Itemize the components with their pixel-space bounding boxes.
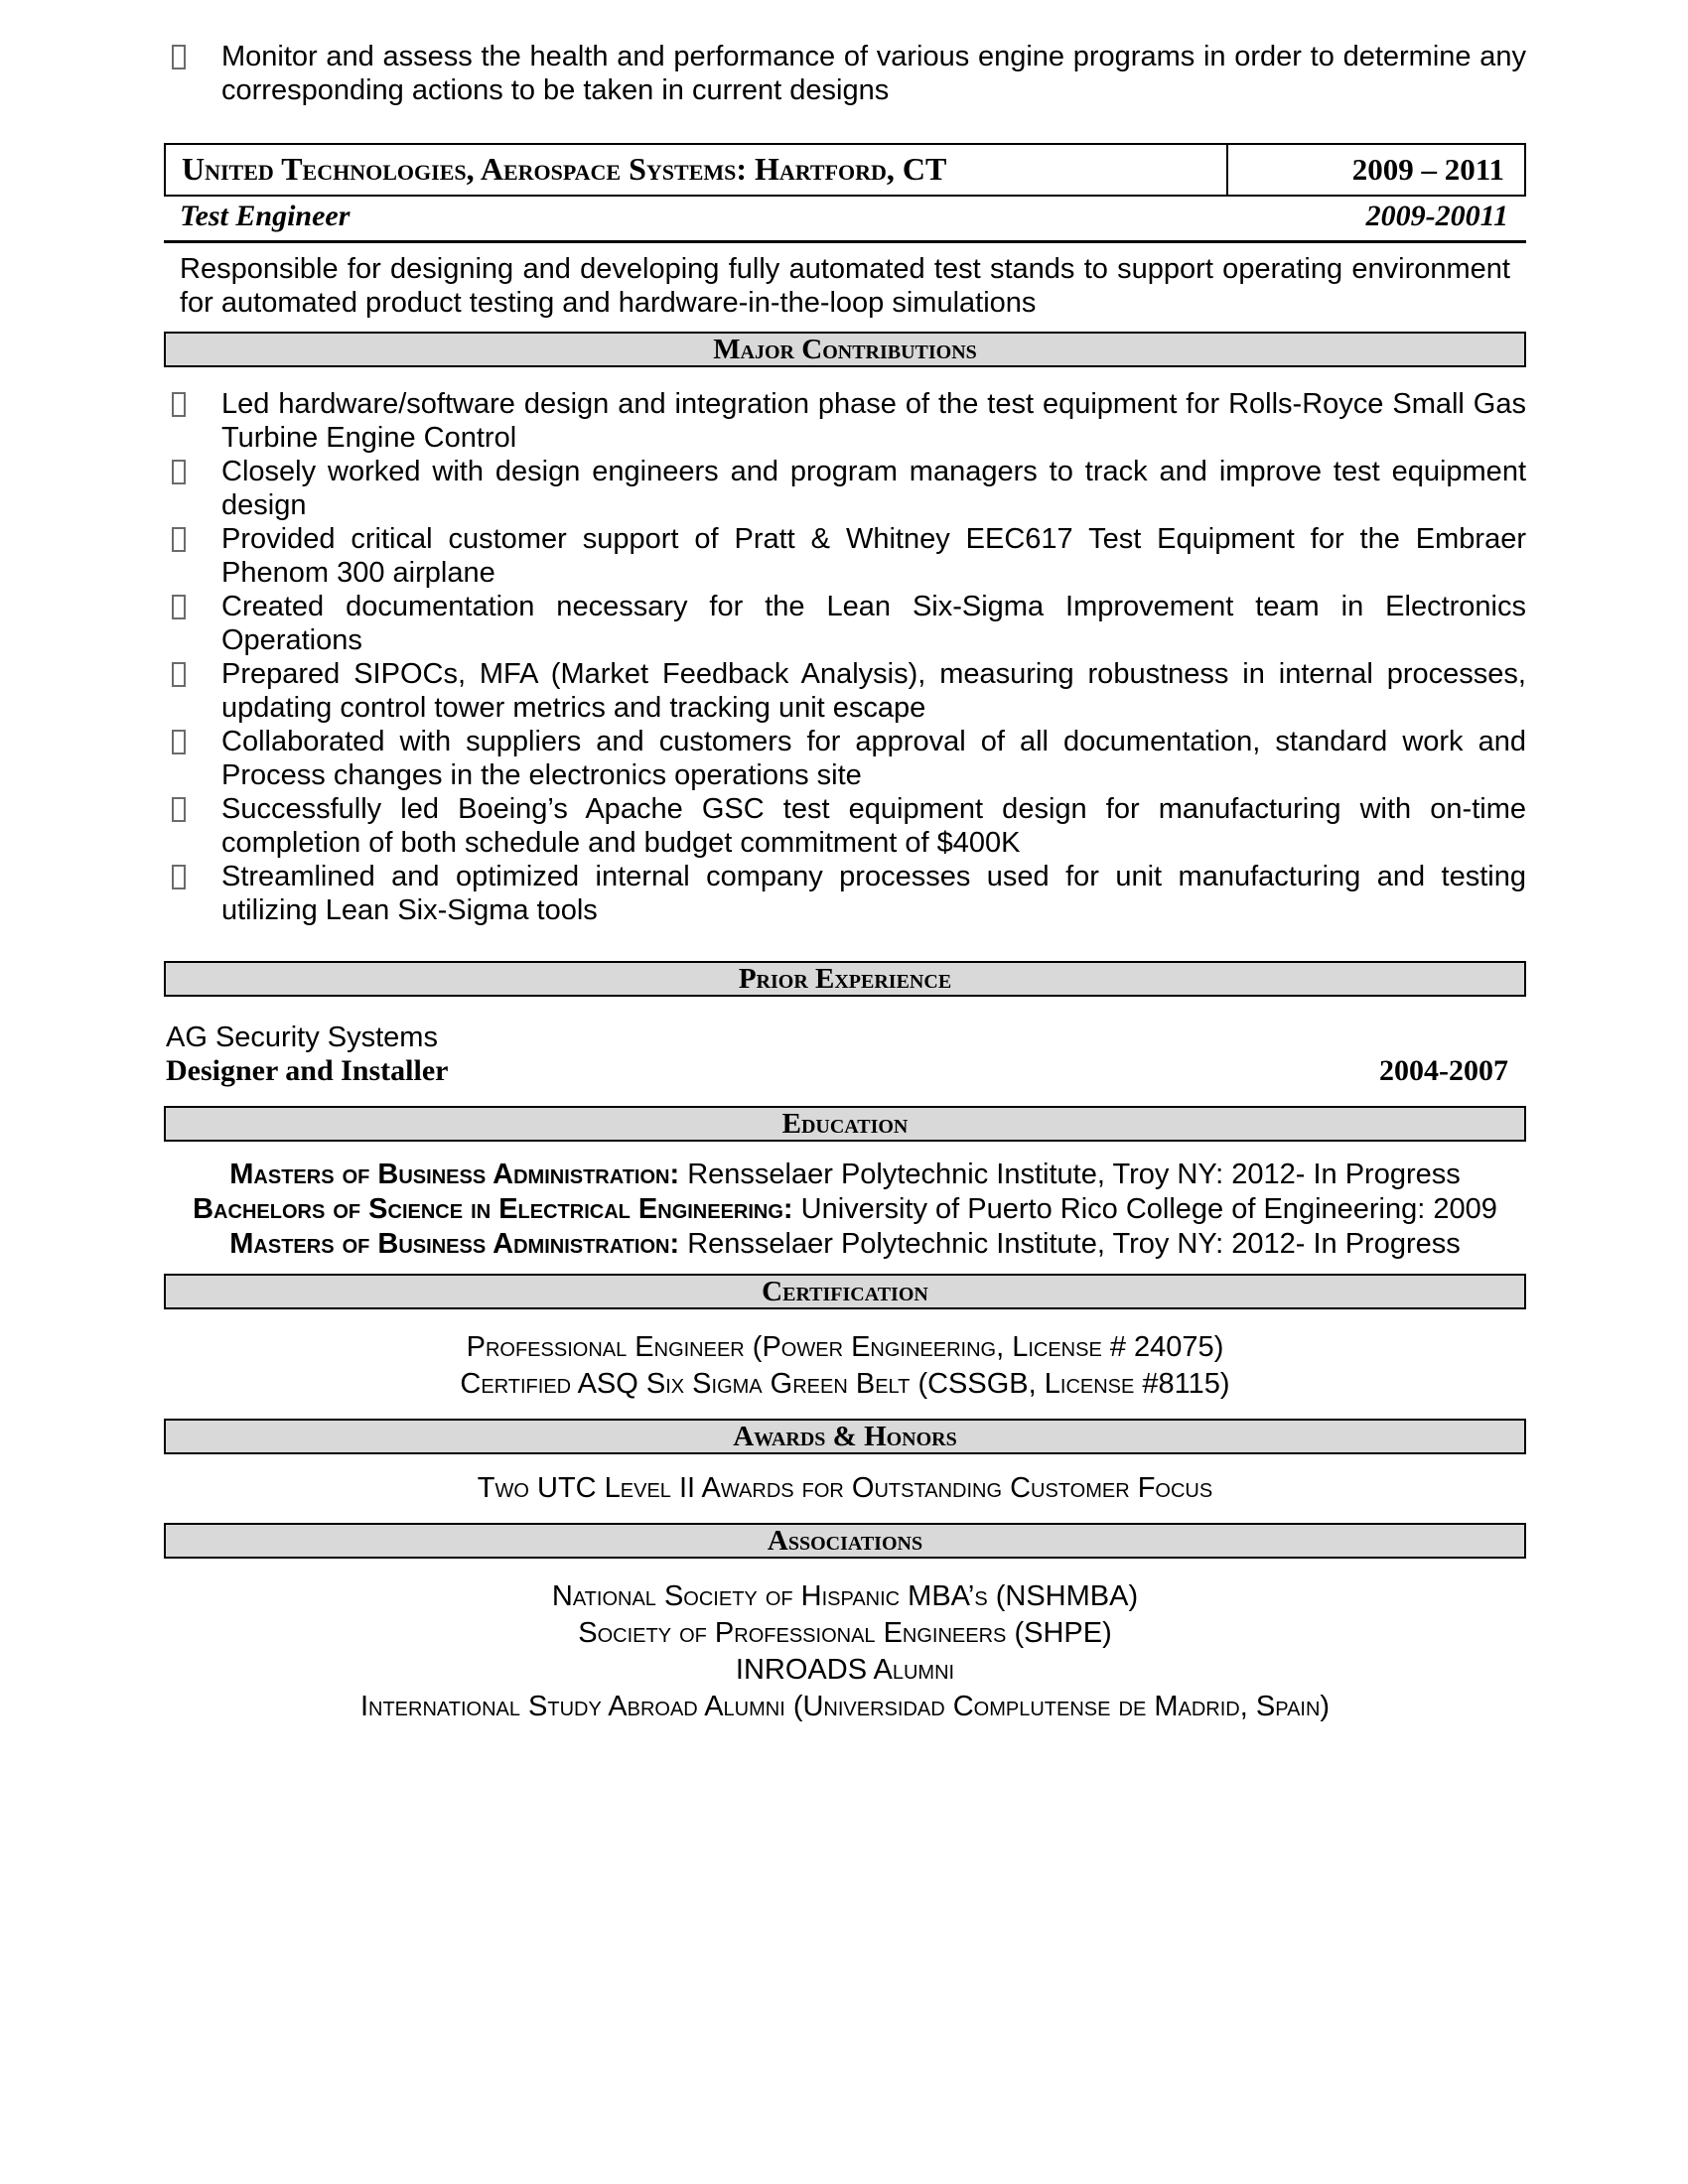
employer-name: United Technologies, Aerospace Systems: Hartford, CT [182,151,947,187]
association-item: INROADS Alumni [735,1654,955,1686]
bullet-text: Streamlined and optimized internal company processes used for unit manufacturing and testing utilizing Lean Six-Sigma tools [221,861,1526,926]
job-title-dates: 2009-20011 [1365,200,1508,232]
certification-item: Professional Engineer (Power Engineering, License # 24075) [466,1331,1224,1363]
bullet-item [164,40,1526,107]
bullet-item [164,792,1526,860]
prior-dates: 2004-2007 [1379,1054,1508,1087]
bullet-item [164,387,1526,455]
education-entry [164,1227,1526,1262]
bullet-box-icon [164,725,221,762]
prior-experience-entry [164,1021,1526,1088]
education-degree: Masters of Business Administration: [229,1159,680,1190]
bullet-text: Provided critical customer support of Pratt & Whitney EEC617 Test Equipment for the Embraer Phenom 300 airplane [221,523,1526,589]
bullet-item [164,522,1526,590]
bullet-box-icon [164,40,221,77]
bullet-box-icon [164,657,221,695]
bullet-box-icon [164,590,221,627]
prior-company: AG Security Systems [166,1022,438,1053]
education-detail: University of Puerto Rico College of Engineering: 2009 [800,1193,1497,1225]
job-title: Test Engineer [180,200,351,232]
section-header-education: Education [164,1106,1526,1142]
education-list [164,1158,1526,1262]
section-header-associations: Associations [164,1523,1526,1559]
bullet-text: Successfully led Boeing’s Apache GSC test equipment design for manufacturing with on-time completion of both schedule and budget commitment of $400K [221,793,1526,859]
association-item: International Study Abroad Alumni (Universidad Complutense de Madrid, Spain) [359,1691,1331,1722]
bullet-text: Prepared SIPOCs, MFA (Market Feedback Analysis), measuring robustness in internal processes, updating control tower metrics and tracking unit escape [221,658,1526,724]
bullet-item [164,455,1526,522]
associations-list [164,1578,1526,1725]
bullet-text: Collaborated with suppliers and customers for approval of all documentation, standard work and Process changes in the electronics operations site [221,726,1526,791]
bullet-box-icon [164,455,221,492]
education-entry [164,1192,1526,1227]
association-item: Society of Professional Engineers (SHPE) [578,1617,1112,1649]
bullet-box-icon [164,387,221,425]
bullet-box-icon [164,792,221,830]
section-header-major-contributions: Major Contributions [164,332,1526,367]
award-item: Two UTC Level II Awards for Outstanding Customer Focus [477,1472,1213,1504]
employer-dates: 2009 – 2011 [1226,145,1524,195]
education-degree: Bachelors of Science in Electrical Engineering: [193,1193,793,1225]
bullet-text: Closely worked with design engineers and program managers to track and improve test equipment design [221,456,1526,521]
education-entry [164,1158,1526,1192]
certification-list [164,1329,1526,1403]
prior-title: Designer and Installer [166,1054,449,1087]
association-item: National Society of Hispanic MBA’s (NSHMBA) [551,1580,1139,1612]
bullet-item [164,725,1526,792]
bullet-item [164,590,1526,657]
job-title-row [164,197,1526,243]
bullet-box-icon [164,522,221,560]
job-summary: Responsible for designing and developing fully automated test stands to support operating environment for automated product testing and hardware-in-the-loop simulations [180,253,1510,319]
resume-page-content [164,40,1526,1725]
bullet-item [164,657,1526,725]
intro-section [164,40,1526,107]
education-degree: Masters of Business Administration: [229,1228,680,1260]
certification-item: Certified ASQ Six Sigma Green Belt (CSSGB, License #8115) [460,1368,1230,1400]
contributions-list [164,387,1526,927]
bullet-text: Created documentation necessary for the Lean Six-Sigma Improvement team in Electronics Operations [221,591,1526,656]
section-header-awards-honors: Awards & Honors [164,1419,1526,1454]
bullet-text: Monitor and assess the health and performance of various engine programs in order to determine any corresponding actions to be taken in current designs [221,41,1526,106]
bullet-item [164,860,1526,927]
awards-list [164,1470,1526,1507]
education-detail: Rensselaer Polytechnic Institute, Troy NY: 2012- In Progress [687,1228,1461,1260]
section-header-certification: Certification [164,1274,1526,1309]
prior-role-row [164,1054,1526,1088]
bullet-text: Led hardware/software design and integration phase of the test equipment for Rolls-Royce Small Gas Turbine Engine Control [221,388,1526,454]
employer-table [164,143,1526,197]
education-detail: Rensselaer Polytechnic Institute, Troy NY: 2012- In Progress [687,1159,1461,1190]
bullet-box-icon [164,860,221,897]
section-header-prior-experience: Prior Experience [164,961,1526,997]
